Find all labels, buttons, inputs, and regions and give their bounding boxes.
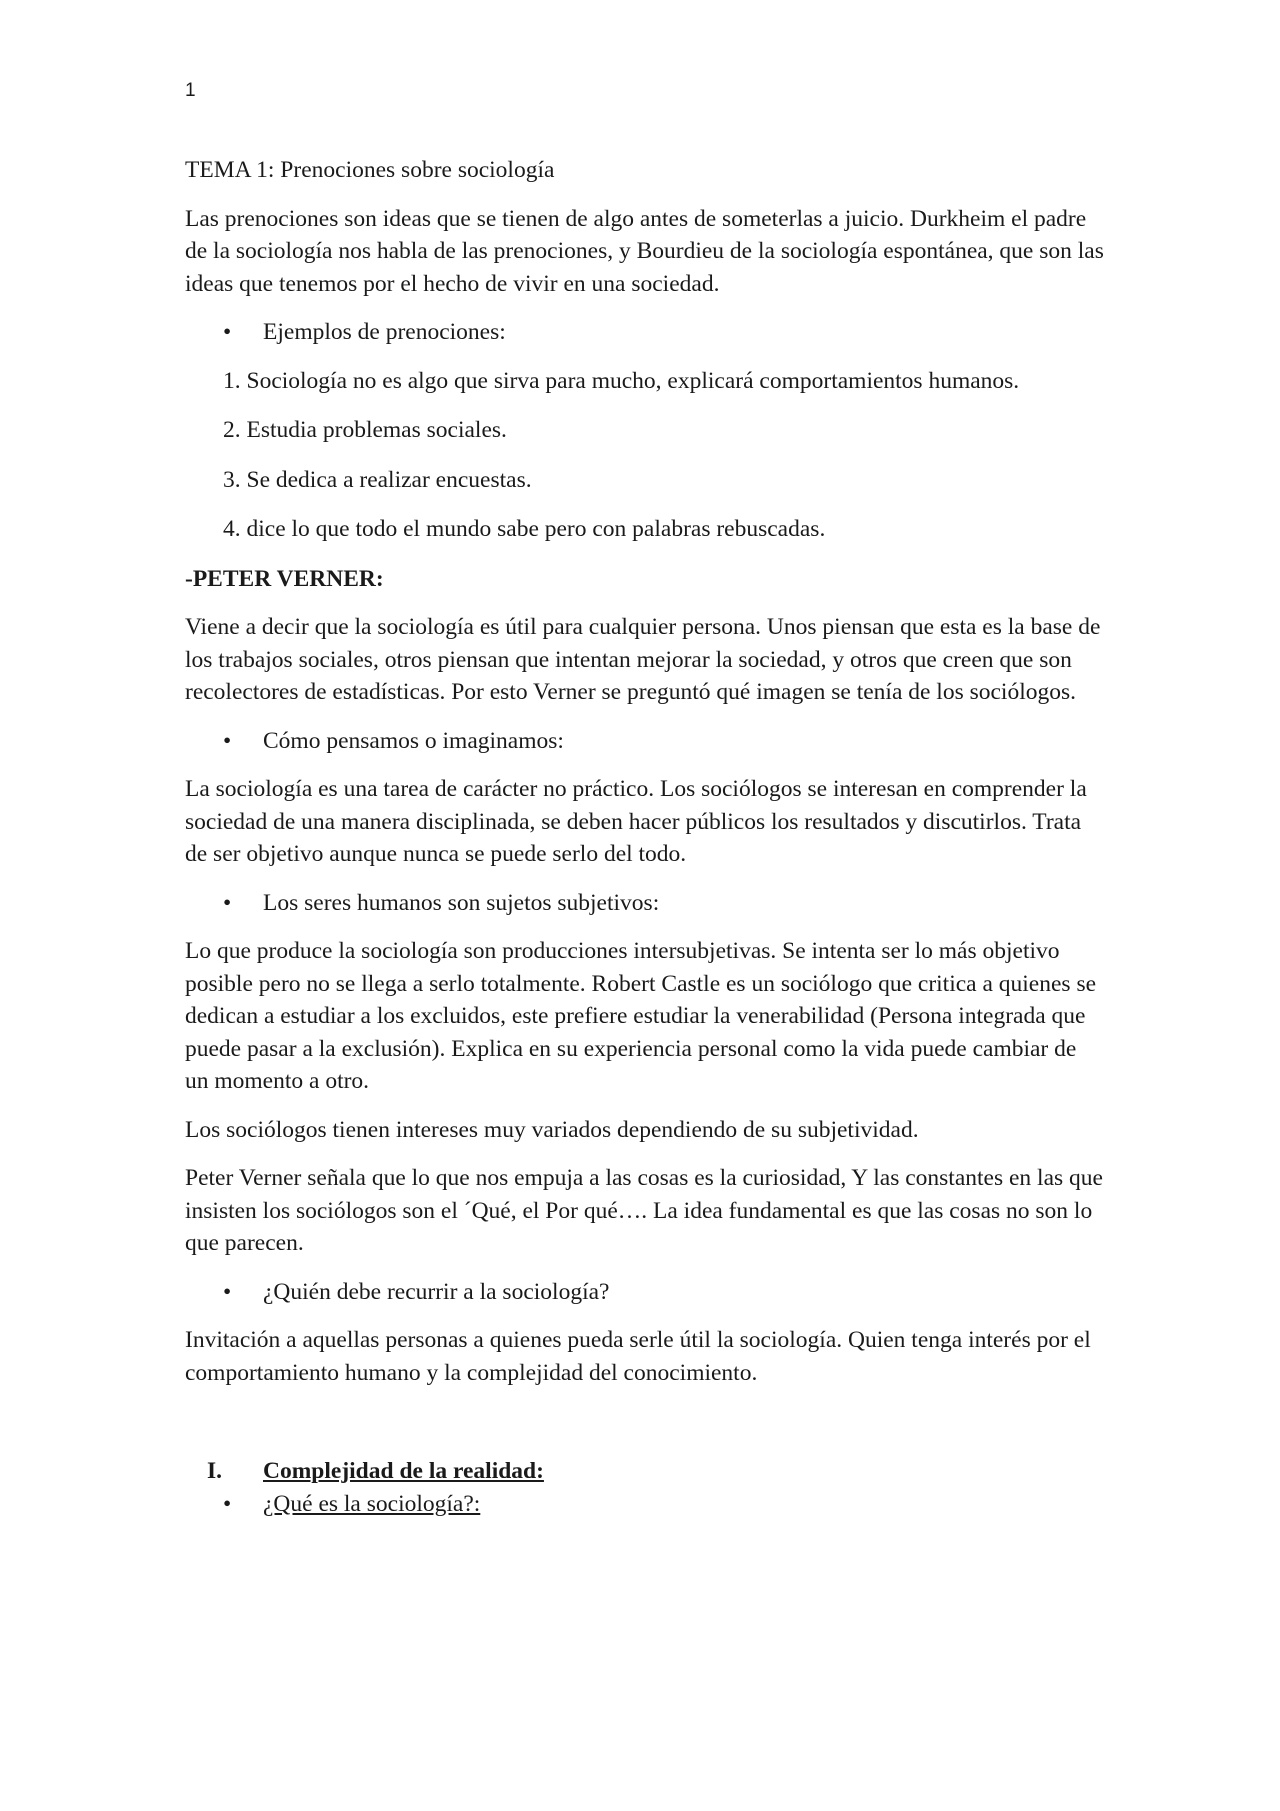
bullet-icon: •: [223, 889, 232, 916]
section-heading-complexity: [185, 1455, 1105, 1488]
interests-paragraph: Los sociólogos tienen intereses muy variados dependiendo de su subjetividad.: [185, 1116, 919, 1143]
bullet-examples: [185, 316, 1105, 349]
page-number: 1: [185, 80, 196, 101]
list-item: 3. Se dedica a realizar encuestas.: [223, 466, 532, 493]
document-body: [185, 154, 1105, 1520]
bullet-icon: •: [223, 1278, 232, 1305]
bullet-icon: •: [223, 1490, 232, 1517]
bullet-text: Cómo pensamos o imaginamos:: [263, 727, 564, 754]
bullet-imagine: [185, 725, 1105, 758]
section-title: Complejidad de la realidad:: [263, 1458, 544, 1484]
bullet-text: Ejemplos de prenociones:: [263, 319, 506, 345]
invitation-paragraph: Invitación a aquellas personas a quienes pueda serle útil la sociología. Quien tenga interés por el comportamiento humano y la complejidad del conocimiento.: [185, 1327, 1091, 1386]
intro-paragraph: Las prenociones son ideas que se tienen de algo antes de someterlas a juicio. Durkheim el padre de la sociología nos habla de las prenociones, y Bourdieu de la sociología espontánea, que son las ideas que tenemos por el hecho de vivir en una sociedad.: [185, 205, 1104, 297]
document-title: TEMA 1: Prenociones sobre sociología: [185, 157, 555, 183]
bullet-who: [185, 1276, 1105, 1309]
bullet-text: Los seres humanos son sujetos subjetivos:: [263, 889, 660, 916]
bullet-subjects: [185, 887, 1105, 920]
subjects-paragraph: Lo que produce la sociología son producciones intersubjetivas. Se intenta ser lo más objetivo posible pero no se llega a serlo totalmente. Robert Castle es un sociólogo que critica a quienes se dedican a estudiar a los excluidos, este prefiere estudiar la venerabilidad (Persona integrada que puede pasar a la exclusión). Explica en su experiencia personal como la vida puede cambiar de un momento a otro.: [185, 938, 1097, 1094]
list-item: 4. dice lo que todo el mundo sabe pero con palabras rebuscadas.: [223, 516, 826, 542]
bullet-text: ¿Quién debe recurrir a la sociología?: [263, 1278, 610, 1305]
list-item: 1. Sociología no es algo que sirva para mucho, explicará comportamientos humanos.: [223, 367, 1020, 394]
bullet-text: ¿Qué es la sociología?:: [263, 1490, 481, 1517]
curiosity-paragraph: Peter Verner señala que lo que nos empuja a las cosas es la curiosidad, Y las constantes en las que insisten los sociólogos son el ´Qué, el Por qué…. La idea fundamental es que las cosas no son lo que parecen.: [185, 1165, 1103, 1256]
section-numeral: I.: [207, 1458, 223, 1484]
bullet-icon: •: [223, 727, 232, 754]
list-item: 2. Estudia problemas sociales.: [223, 417, 507, 443]
section-heading-verner: -PETER VERNER:: [185, 565, 384, 592]
imagine-paragraph: La sociología es una tarea de carácter no práctico. Los sociólogos se interesan en comprender la sociedad de una manera disciplinada, se deben hacer públicos los resultados y discutirlos. Trata de ser objetivo aunque nunca se puede serlo del todo.: [185, 776, 1087, 867]
bullet-what-is-sociology: [185, 1488, 1105, 1521]
bullet-icon: •: [223, 319, 232, 345]
verner-paragraph: Viene a decir que la sociología es útil para cualquier persona. Unos piensan que esta es la base de los trabajos sociales, otros piensan que intentan mejorar la sociedad, y otros que creen que son recolectores de estadísticas. Por esto Verner se preguntó qué imagen se tenía de los sociólogos.: [185, 614, 1101, 705]
